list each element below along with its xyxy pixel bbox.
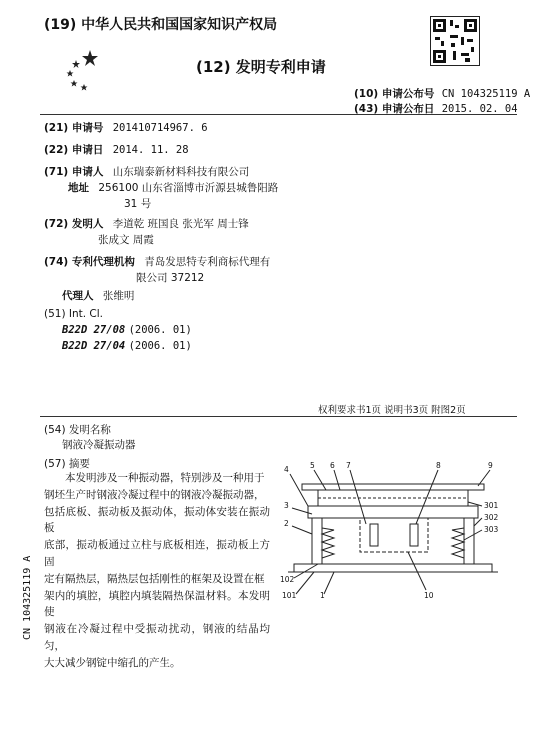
fig-label-302: 302 — [484, 513, 499, 522]
fig-label-1: 1 — [320, 591, 325, 600]
agency-label: (74) 专利代理机构 — [44, 256, 135, 268]
fig-label-3: 3 — [284, 501, 289, 510]
address-label: 地址 — [68, 182, 89, 194]
abstract-line: 钢坯生产时钢液冷凝过程中的钢液冷凝振动器， — [44, 488, 265, 501]
fig-label-301: 301 — [484, 501, 499, 510]
ipc-version-1: (2006. 01) — [128, 324, 192, 336]
base-plate — [294, 564, 492, 572]
abstract-line: 大大减少钢锭中缩孔的产生。 — [44, 656, 181, 669]
agent: 张维明 — [102, 290, 135, 302]
ipc-row-2 — [62, 340, 192, 352]
ipc-code-2: B22D 27/04 — [62, 340, 126, 352]
side-publication-number: CN 104325119 A — [22, 555, 33, 640]
fig-label-6: 6 — [330, 461, 335, 470]
qr-code-icon — [430, 16, 480, 66]
inventor-label: (72) 发明人 — [44, 218, 104, 230]
agent-label: 代理人 — [62, 290, 94, 302]
inventors-line-1: 李道乾 班国良 张光军 周士锋 — [112, 218, 249, 230]
applicant-row — [44, 164, 249, 179]
address-line-1: 256100 山东省淄博市沂源县城鲁阳路 — [98, 182, 279, 194]
spring-left — [322, 528, 334, 558]
address-row — [68, 180, 278, 195]
abstract-text — [44, 470, 270, 672]
publication-date: 2015. 02. 04 — [441, 103, 518, 115]
inventor-row — [44, 216, 249, 231]
publication-number-row — [354, 86, 530, 101]
fig-label-10: 10 — [424, 591, 434, 600]
invention-title: 钢液冷凝振动器 — [62, 439, 136, 451]
pages-divider — [40, 416, 517, 417]
column-left — [312, 518, 322, 564]
agency-line-2: 限公司 37212 — [136, 272, 205, 284]
int-cl-label: (51) Int. Cl. — [44, 308, 104, 320]
publication-date-label: (43) 申请公布日 — [354, 103, 435, 115]
filing-date: 2014. 11. 28 — [112, 144, 189, 156]
application-number-label: (21) 申请号 — [44, 122, 104, 134]
agent-row — [62, 288, 134, 303]
document-type: (12) 发明专利申请 — [196, 58, 326, 76]
fig-label-9: 9 — [488, 461, 493, 470]
office-name: (19) 中华人民共和国国家知识产权局 — [44, 17, 278, 33]
fig-label-2: 2 — [284, 519, 289, 528]
fig-label-102: 102 — [280, 575, 295, 584]
application-number-row — [44, 120, 208, 135]
filing-date-row — [44, 142, 189, 157]
address-line-2: 31 号 — [124, 198, 152, 210]
top-plate — [302, 484, 484, 490]
ipc-version-2: (2006. 01) — [128, 340, 192, 352]
fig-label-5: 5 — [310, 461, 315, 470]
ipc-row-1 — [62, 324, 192, 336]
cnipa-emblem-icon — [60, 44, 108, 92]
inventors-line-2: 张成文 周霞 — [98, 234, 154, 246]
ipc-code-1: B22D 27/08 — [62, 324, 126, 336]
spring-right — [452, 528, 464, 558]
publication-number-label: (10) 申请公布号 — [354, 88, 435, 100]
fig-label-101: 101 — [282, 591, 297, 600]
patent-figure — [278, 460, 508, 600]
title-label: (54) 发明名称 — [44, 424, 111, 436]
abstract-label: (57) 摘要 — [44, 458, 90, 470]
agency-line-1: 青岛发思特专利商标代理有 — [144, 256, 271, 268]
fig-label-7: 7 — [346, 461, 351, 470]
abstract-line: 架内的填腔，填腔内填装隔热保温材料。本发明使 — [44, 589, 270, 619]
abstract-line: 本发明涉及一种振动器，特别涉及一种用于 — [65, 472, 265, 484]
fig-label-303: 303 — [484, 525, 499, 534]
applicant-label: (71) 申请人 — [44, 166, 104, 178]
applicant: 山东瑞泰新材料科技有限公司 — [112, 166, 250, 178]
filing-date-label: (22) 申请日 — [44, 144, 104, 156]
agency-row — [44, 254, 270, 269]
abstract-line: 钢液在冷凝过程中受振动扰动，钢液的结晶均匀， — [44, 623, 270, 652]
vibration-plate — [308, 506, 478, 518]
application-number: 201410714967. 6 — [112, 122, 208, 134]
fig-label-8: 8 — [436, 461, 441, 470]
abstract-line: 定有隔热层，隔热层包括刚性的框架及设置在框 — [44, 572, 265, 585]
column-right — [464, 518, 474, 564]
abstract-line: 包括底板、振动板及振动体，振动体安装在振动板 — [44, 505, 270, 535]
pages-info: 权利要求书1页 说明书3页 附图2页 — [318, 405, 466, 416]
header-divider — [40, 114, 517, 115]
fig-label-4: 4 — [284, 465, 289, 474]
abstract-line: 底部，振动板通过立柱与底板相连，振动板上方固 — [44, 539, 270, 568]
publication-number: CN 104325119 A — [441, 88, 531, 100]
